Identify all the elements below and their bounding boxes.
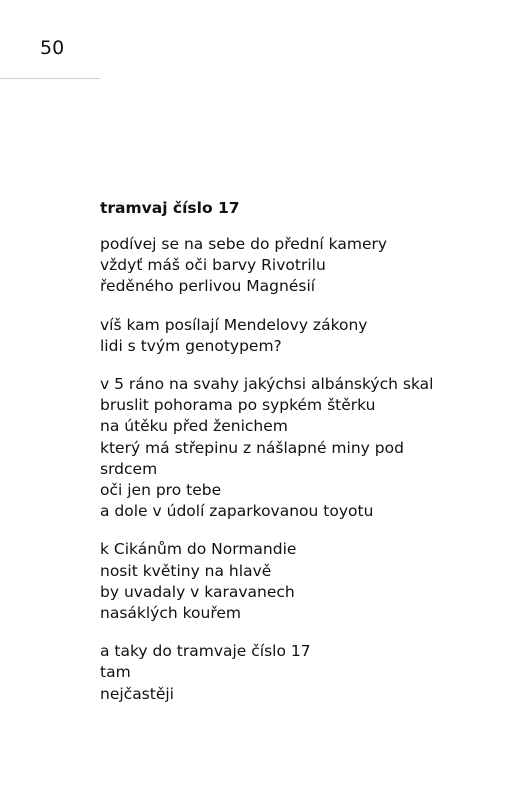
poem-line: který má střepinu z nášlapné miny pod bbox=[100, 438, 404, 457]
poem-line: víš kam posílají Mendelovy zákony bbox=[100, 315, 368, 334]
poem-line: nejčastěji bbox=[100, 684, 174, 703]
poem-line: vždyť máš oči barvy Rivotrilu bbox=[100, 256, 326, 275]
page-number: 50 bbox=[40, 37, 65, 59]
poem-line: bruslit pohorama po sypkém štěrku bbox=[100, 396, 376, 415]
stanza-2 bbox=[100, 315, 500, 357]
stanza-4 bbox=[100, 539, 500, 624]
poem-line: na útěku před ženichem bbox=[100, 417, 288, 436]
header-divider bbox=[0, 78, 100, 79]
poem-line: v 5 ráno na svahy jakýchsi albánských skal bbox=[100, 375, 434, 394]
poem-line: nosit květiny na hlavě bbox=[100, 561, 272, 580]
poem-line: k Cikánům do Normandie bbox=[100, 540, 297, 559]
poem-line: lidi s tvým genotypem? bbox=[100, 336, 282, 355]
poem-line: podívej se na sebe do přední kamery bbox=[100, 235, 388, 253]
poem bbox=[100, 198, 500, 722]
stanza-3 bbox=[100, 374, 500, 522]
stanza-5 bbox=[100, 641, 500, 705]
poem-title: tramvaj číslo 17 bbox=[100, 199, 240, 217]
poem-line: srdcem bbox=[100, 459, 158, 478]
stanza-1 bbox=[100, 234, 500, 298]
poem-line: nasáklých kouřem bbox=[100, 604, 242, 623]
poem-line: by uvadaly v karavanech bbox=[100, 582, 295, 601]
poem-line: a dole v údolí zaparkovanou toyotu bbox=[100, 502, 374, 521]
poem-line: tam bbox=[100, 663, 131, 682]
poem-line: ředěného perlivou Magnésií bbox=[100, 277, 316, 296]
poem-line: oči jen pro tebe bbox=[100, 481, 222, 500]
poem-line: a taky do tramvaje číslo 17 bbox=[100, 642, 311, 661]
